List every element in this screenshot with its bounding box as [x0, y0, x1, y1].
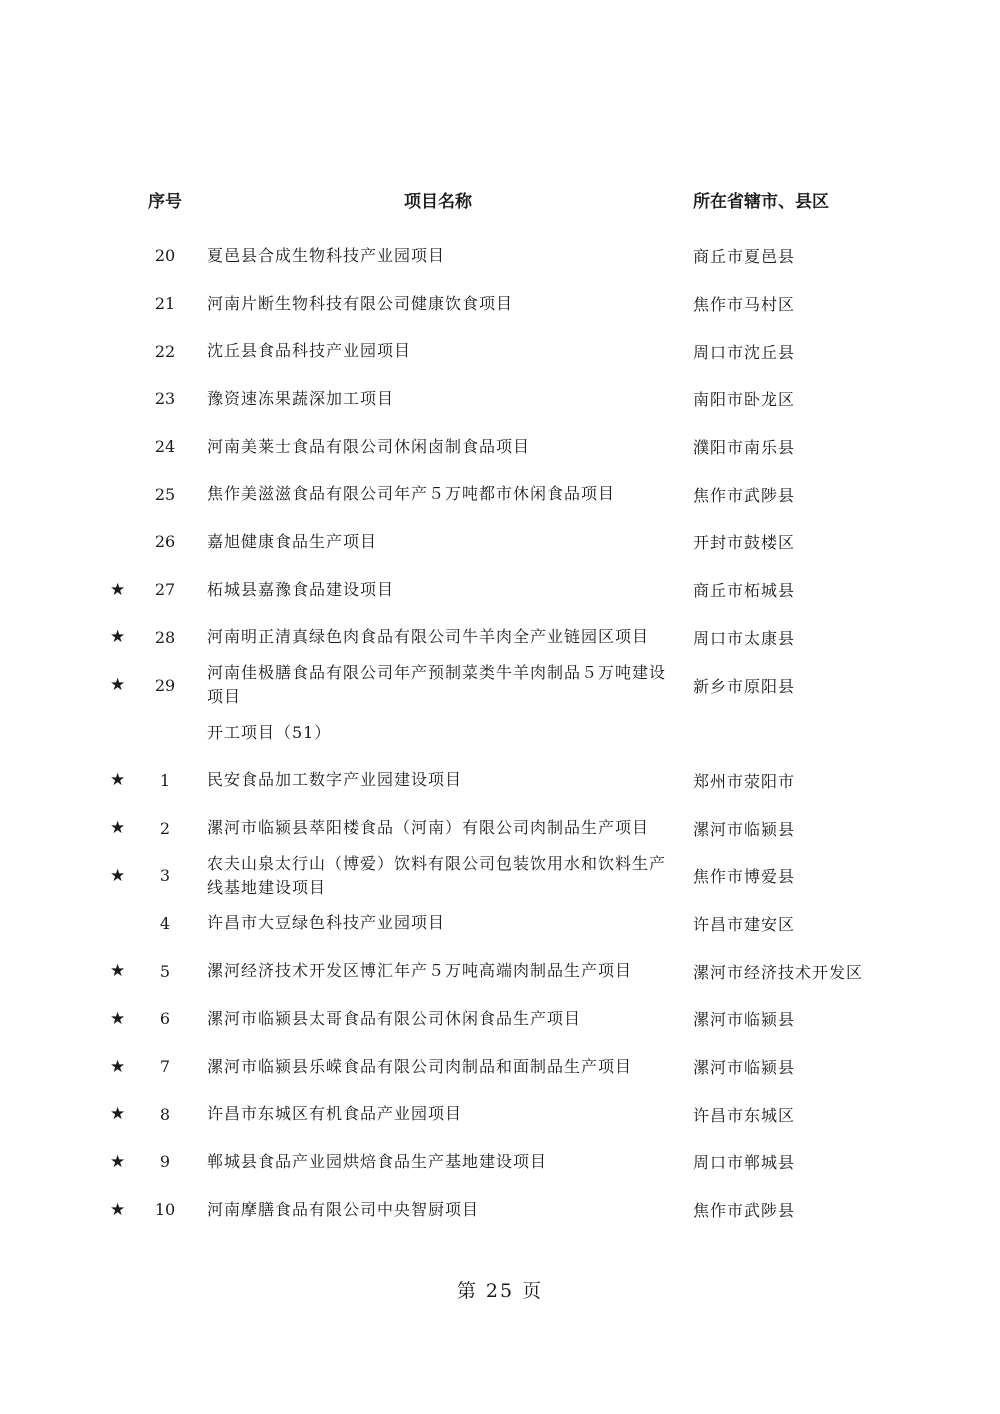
header-name: 项目名称: [404, 192, 472, 212]
project-name: 河南片断生物科技有限公司健康饮食项目: [207, 293, 514, 313]
header-seq: 序号: [148, 192, 182, 212]
star-icon: ★: [110, 1151, 126, 1172]
row-seq: 9: [159, 1152, 171, 1172]
table-body: [0, 232, 1000, 1233]
star-icon: ★: [110, 961, 126, 982]
project-location: 周口市太康县: [693, 628, 796, 648]
row-seq: 23: [154, 389, 176, 409]
table-row: [0, 518, 1000, 566]
project-name: 农夫山泉太行山（博爱）饮料有限公司包装饮用水和饮料生产线基地建设项目: [207, 853, 667, 897]
row-seq: 29: [154, 675, 176, 695]
project-name: 柘城县嘉豫食品建设项目: [207, 579, 395, 599]
table-row: [0, 232, 1000, 280]
table-row: [0, 900, 1000, 948]
project-name: 河南美莱士食品有限公司休闲卤制食品项目: [207, 436, 531, 456]
table-row: [0, 1043, 1000, 1091]
table-header: [0, 188, 1000, 216]
table-row: [0, 1186, 1000, 1234]
project-location: 商丘市柘城县: [693, 581, 796, 601]
row-seq: 21: [154, 294, 176, 314]
project-location: [693, 709, 953, 757]
star-icon: ★: [110, 1104, 126, 1125]
row-seq: [145, 709, 185, 757]
table-row: [0, 804, 1000, 852]
project-location: 焦作市武陟县: [693, 485, 796, 505]
project-location: 漯河市临颍县: [693, 1058, 796, 1078]
project-location: 周口市沈丘县: [693, 342, 796, 362]
section-heading-row: [0, 709, 1000, 757]
project-name: 郸城县食品产业园烘焙食品生产基地建设项目: [207, 1151, 548, 1171]
project-name: 河南明正清真绿色肉食品有限公司牛羊肉全产业链园区项目: [207, 627, 650, 647]
project-location: 许昌市东城区: [693, 1105, 796, 1125]
row-seq: 8: [159, 1104, 171, 1124]
project-name: 许昌市东城区有机食品产业园项目: [207, 1104, 463, 1124]
row-seq: 2: [159, 818, 171, 838]
project-name: 漯河市临颍县萃阳楼食品（河南）有限公司肉制品生产项目: [207, 818, 650, 838]
table-row: [0, 375, 1000, 423]
star-icon: ★: [110, 818, 126, 839]
project-location: 商丘市夏邑县: [693, 247, 796, 267]
row-seq: 25: [154, 484, 176, 504]
table-row: [0, 1138, 1000, 1186]
project-name: 漯河市临颍县太哥食品有限公司休闲食品生产项目: [207, 1008, 582, 1028]
row-seq: 20: [154, 246, 176, 266]
header-location: 所在省辖市、县区: [693, 192, 829, 212]
star-icon: ★: [110, 865, 126, 886]
project-location: 开封市鼓楼区: [693, 533, 796, 553]
row-seq: 26: [154, 532, 176, 552]
table-row: [0, 852, 1000, 900]
row-seq: 3: [159, 866, 171, 886]
table-row: [0, 614, 1000, 662]
table-row: [0, 280, 1000, 328]
table-row: [0, 327, 1000, 375]
project-name: 沈丘县食品科技产业园项目: [207, 341, 412, 361]
project-location: 郑州市荥阳市: [693, 771, 796, 791]
project-name: 漯河市临颍县乐嵘食品有限公司肉制品和面制品生产项目: [207, 1056, 633, 1076]
row-seq: 5: [159, 961, 171, 981]
project-name: 许昌市大豆绿色科技产业园项目: [207, 913, 446, 933]
table-row: [0, 661, 1000, 709]
row-seq: 10: [154, 1200, 176, 1220]
project-name: 河南摩膳食品有限公司中央智厨项目: [207, 1199, 480, 1219]
star-icon: ★: [110, 579, 126, 600]
project-location: 漯河市临颍县: [693, 1010, 796, 1030]
row-seq: 28: [154, 627, 176, 647]
project-location: 南阳市卧龙区: [693, 390, 796, 410]
project-location: 漯河市临颍县: [693, 819, 796, 839]
table-row: [0, 1090, 1000, 1138]
star-icon: ★: [110, 1199, 126, 1220]
project-location: 焦作市博爱县: [693, 867, 796, 887]
table-row: [0, 757, 1000, 805]
table-row: [0, 566, 1000, 614]
project-name: 焦作美滋滋食品有限公司年产５万吨都市休闲食品项目: [207, 484, 616, 504]
section-title: 开工项目（51）: [207, 722, 332, 742]
page-number: 第 25 页: [456, 1280, 544, 1302]
star-icon: ★: [110, 770, 126, 791]
project-name: 河南佳极膳食品有限公司年产预制菜类牛羊肉制品５万吨建设项目: [207, 663, 667, 707]
row-seq: 7: [159, 1057, 171, 1077]
row-seq: 1: [159, 770, 171, 790]
row-seq: 24: [154, 437, 176, 457]
star-icon: ★: [110, 1056, 126, 1077]
row-seq: 27: [154, 580, 176, 600]
star-icon: ★: [110, 1008, 126, 1029]
table-row: [0, 423, 1000, 471]
table-row: [0, 470, 1000, 518]
star-icon: ★: [110, 627, 126, 648]
row-seq: 6: [159, 1009, 171, 1029]
project-location: 濮阳市南乐县: [693, 438, 796, 458]
project-name: 豫资速冻果蔬深加工项目: [207, 388, 395, 408]
project-location: 新乡市原阳县: [693, 676, 796, 696]
project-location: 焦作市马村区: [693, 295, 796, 315]
row-seq: 22: [154, 341, 176, 361]
project-name: 漯河经济技术开发区博汇年产５万吨高端肉制品生产项目: [207, 961, 633, 981]
project-location: 许昌市建安区: [693, 914, 796, 934]
project-location: 漯河市经济技术开发区: [693, 962, 864, 982]
table-row: [0, 947, 1000, 995]
star-icon: ★: [110, 675, 126, 696]
project-location: 周口市郸城县: [693, 1153, 796, 1173]
project-name: 夏邑县合成生物科技产业园项目: [207, 245, 446, 265]
project-name: 民安食品加工数字产业园建设项目: [207, 770, 463, 790]
row-seq: 4: [159, 913, 171, 933]
project-location: 焦作市武陟县: [693, 1201, 796, 1221]
project-name: 嘉旭健康食品生产项目: [207, 531, 378, 551]
table-row: [0, 995, 1000, 1043]
